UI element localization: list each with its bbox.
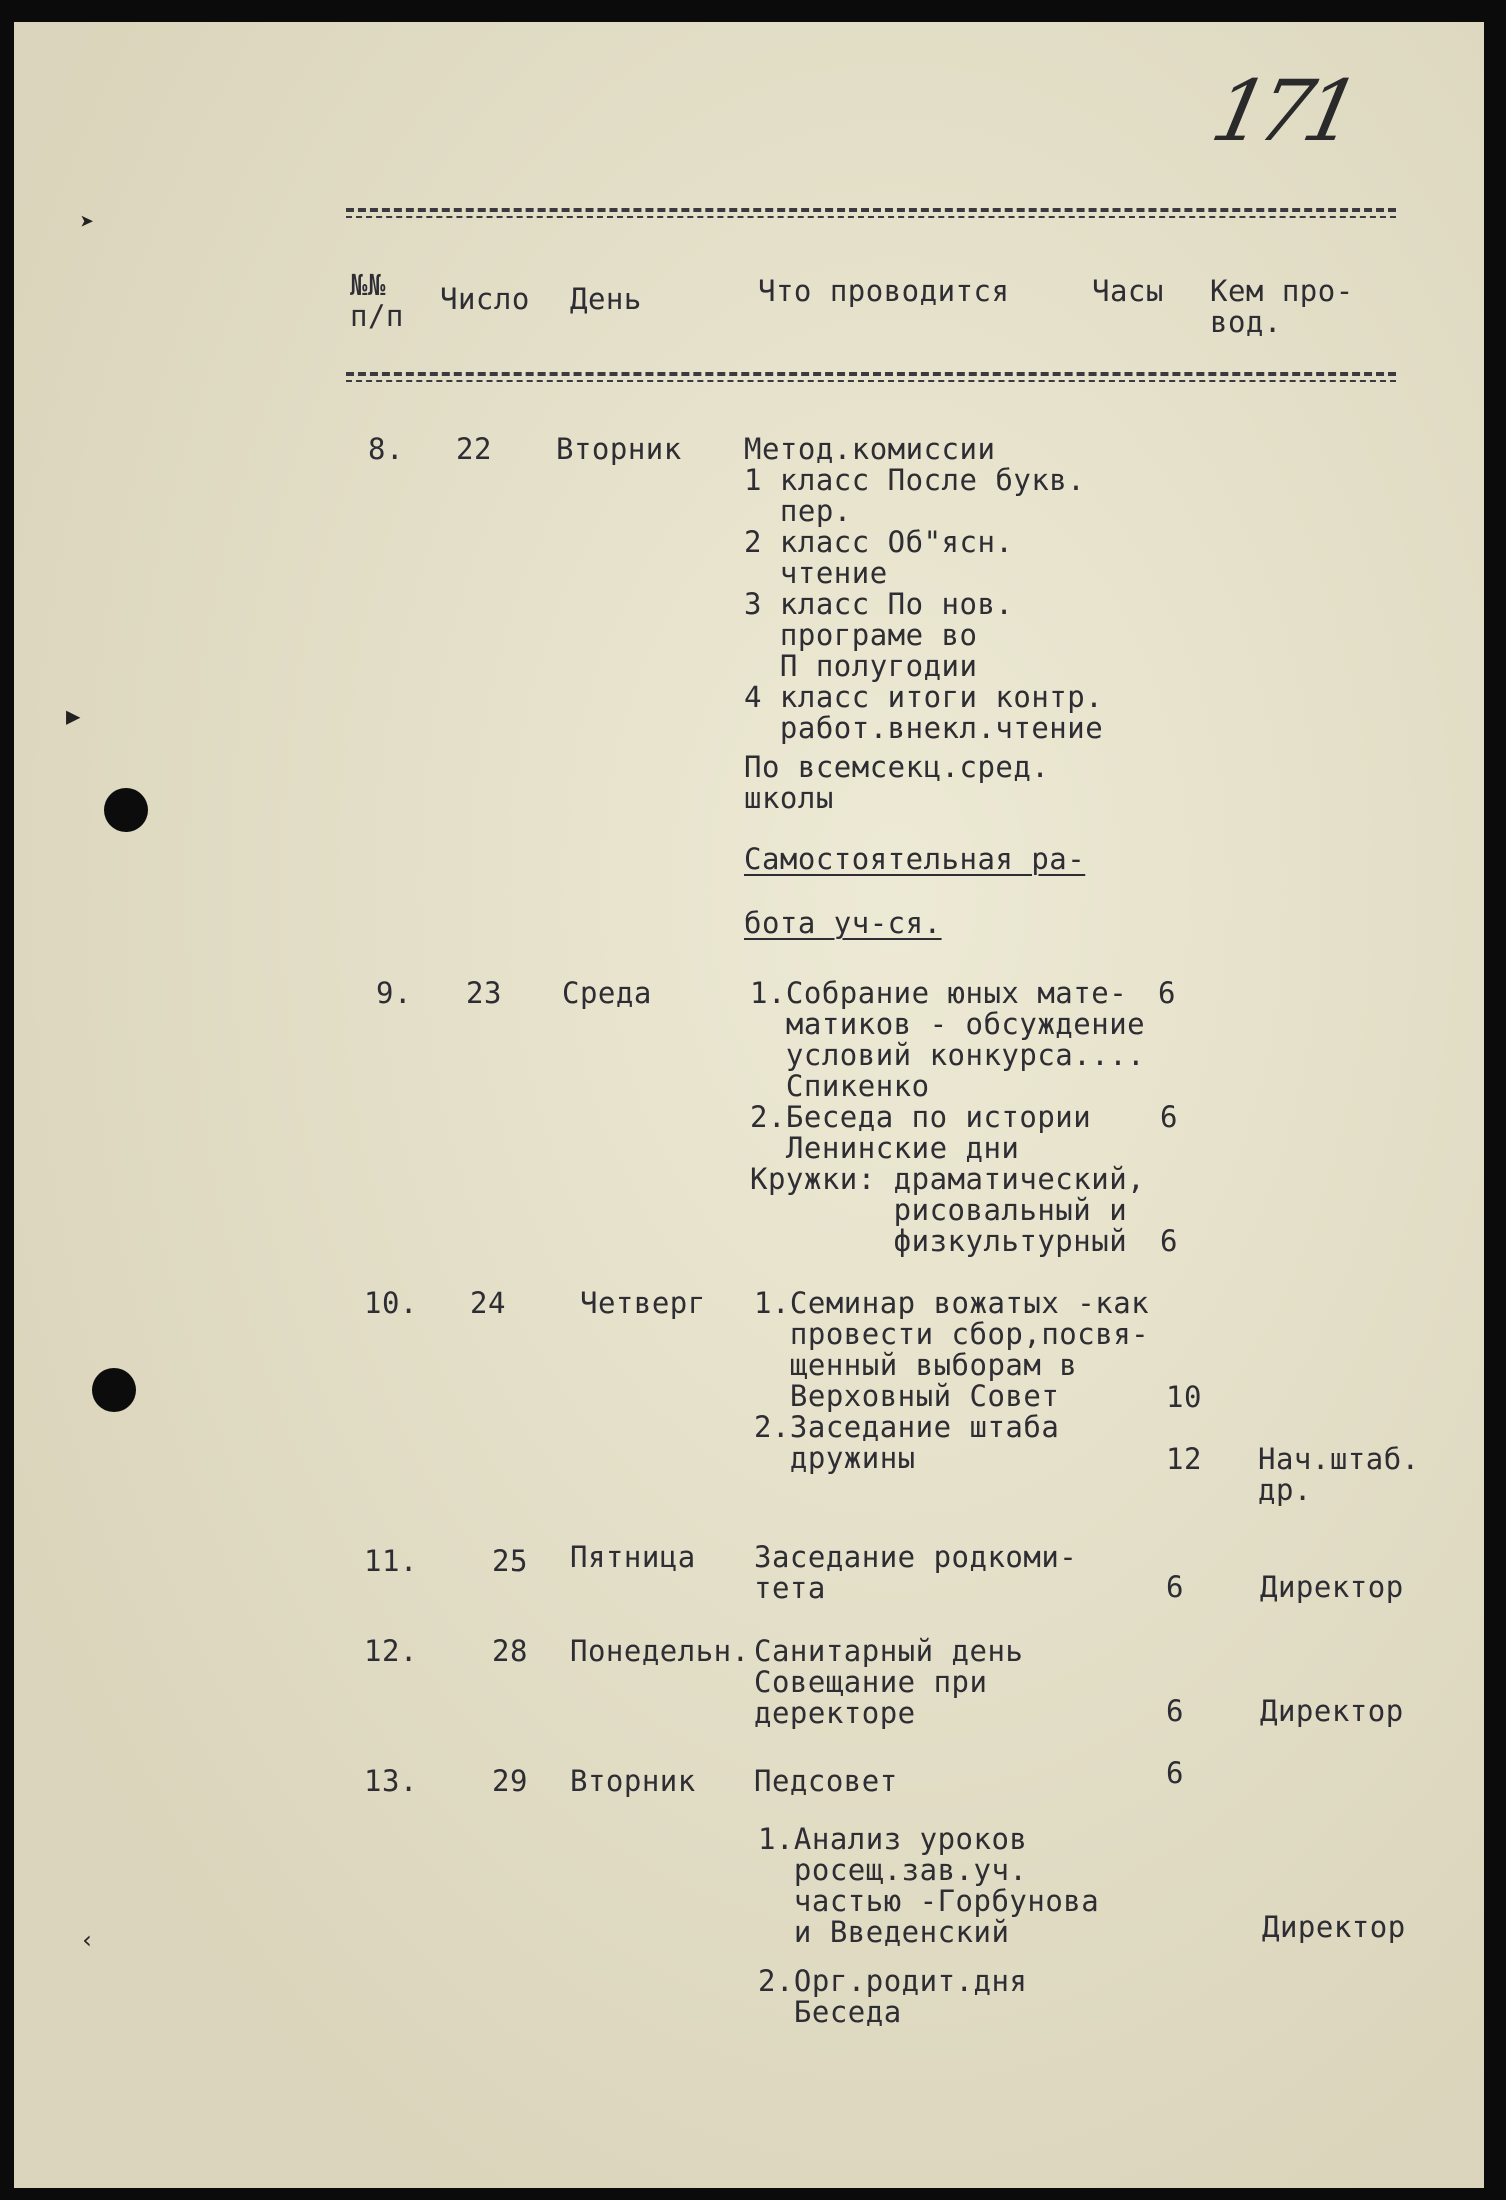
row-9-hours-3: 6 bbox=[1160, 1224, 1178, 1258]
row-11-date: 25 bbox=[492, 1544, 528, 1578]
row-8-what: Метод.комиссии 1 класс После букв. пер. 2 класс Об"ясн. чтение 3 класс По нов. програме во П полугодии 4 класс итоги контр. работ.внекл.чтение bbox=[744, 432, 1104, 745]
header-bottom-rule-2 bbox=[346, 380, 1396, 382]
row-11-day: Пятница bbox=[570, 1540, 696, 1574]
row-13-what-2: 1.Анализ уроков росещ.зав.уч. частью -Горбунова и Введенский bbox=[758, 1822, 1100, 1949]
folio-number: 171 bbox=[1203, 62, 1361, 160]
row-13-what-3: 2.Орг.родит.дня Беседа bbox=[758, 1964, 1028, 2029]
header-bottom-rule bbox=[346, 372, 1396, 376]
row-11-what: Заседание родкоми- тета bbox=[754, 1540, 1078, 1605]
row-13-day: Вторник bbox=[570, 1764, 696, 1798]
row-12-what: Санитарный день Совещание при деректоре bbox=[754, 1634, 1024, 1730]
binder-hole-bottom bbox=[92, 1368, 136, 1412]
row-13-hours: 6 bbox=[1166, 1756, 1184, 1790]
header-top-rule-2 bbox=[346, 216, 1396, 218]
row-8-num: 8. bbox=[368, 432, 404, 466]
row-10-num: 10. bbox=[364, 1286, 418, 1320]
row-9-hours-1: 6 bbox=[1158, 976, 1176, 1010]
header-top-rule bbox=[346, 208, 1396, 212]
header-num: №№ п/п bbox=[350, 268, 404, 333]
row-11-hours: 6 bbox=[1166, 1570, 1184, 1604]
row-12-num: 12. bbox=[364, 1634, 418, 1668]
row-9-date: 23 bbox=[466, 976, 502, 1010]
row-9-day: Среда bbox=[562, 976, 652, 1010]
binder-hole-top bbox=[104, 788, 148, 832]
row-11-num: 11. bbox=[364, 1544, 418, 1578]
row-13-num: 13. bbox=[364, 1764, 418, 1798]
row-9-what: 1.Собрание юных мате- матиков - обсуждение условий конкурса.... Спикенко 2.Беседа по истории Ленинские дни Кружки: драматический, рисовальный и физкультурный bbox=[750, 976, 1146, 1258]
row-9-hours-2: 6 bbox=[1160, 1100, 1178, 1134]
row-10-what: 1.Семинар вожатых -как провести сбор,посвя- щенный выборам в Верховный Совет 2.Заседание штаба дружины bbox=[754, 1286, 1150, 1475]
margin-mark: ▶ bbox=[66, 702, 81, 730]
row-13-date: 29 bbox=[492, 1764, 528, 1798]
row-12-who: Директор bbox=[1260, 1694, 1404, 1728]
margin-mark: ➤ bbox=[80, 208, 95, 236]
row-10-date: 24 bbox=[470, 1286, 506, 1320]
header-date: Число bbox=[440, 282, 530, 316]
header-who: Кем про- вод. bbox=[1210, 274, 1354, 339]
row-8-what-3b: бота уч-ся. bbox=[744, 906, 942, 940]
row-8-date: 22 bbox=[456, 432, 492, 466]
row-12-day: Понедельн. bbox=[570, 1634, 750, 1668]
row-8-what-2: По всемсекц.сред. школы bbox=[744, 750, 1050, 815]
row-10-who: Нач.штаб. др. bbox=[1258, 1442, 1420, 1507]
header-hours: Часы bbox=[1092, 274, 1164, 308]
row-11-who: Директор bbox=[1260, 1570, 1404, 1604]
row-9-num: 9. bbox=[376, 976, 412, 1010]
row-12-date: 28 bbox=[492, 1634, 528, 1668]
margin-mark: ‹ bbox=[80, 1926, 95, 1954]
row-10-hours-1: 10 bbox=[1166, 1380, 1202, 1414]
row-13-who: Директор bbox=[1262, 1910, 1406, 1944]
document-page bbox=[14, 22, 1484, 2188]
row-10-hours-2: 12 bbox=[1166, 1442, 1202, 1476]
row-8-what-3a: Самостоятельная ра- bbox=[744, 842, 1086, 876]
row-10-day: Четверг bbox=[580, 1286, 706, 1320]
row-8-day: Вторник bbox=[556, 432, 682, 466]
header-what: Что проводится bbox=[758, 274, 1010, 308]
row-12-hours: 6 bbox=[1166, 1694, 1184, 1728]
row-13-what: Педсовет bbox=[754, 1764, 898, 1798]
header-day: День bbox=[570, 282, 642, 316]
